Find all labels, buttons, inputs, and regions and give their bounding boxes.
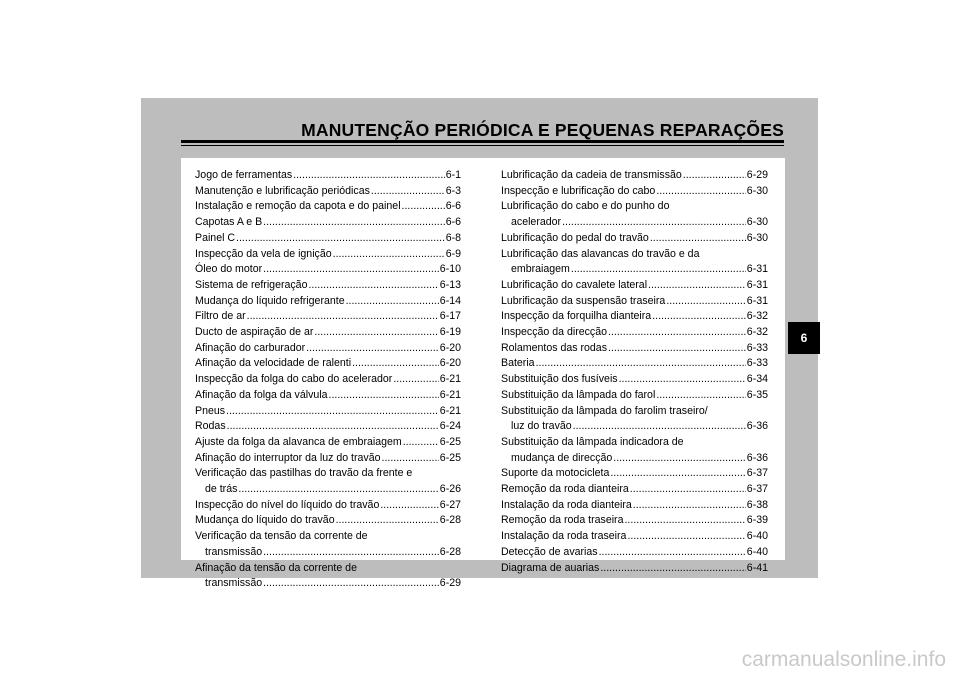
- dot-leader: [613, 451, 746, 467]
- dot-leader: [226, 404, 439, 420]
- toc-entry-title: Inspecção e lubrificação do cabo: [501, 184, 656, 197]
- toc-entry-page: 6-13: [439, 278, 461, 291]
- dot-leader: [652, 309, 746, 325]
- toc-entry-page: 6-21: [439, 404, 461, 417]
- toc-entry[interactable]: [195, 513, 461, 529]
- toc-entry[interactable]: [501, 498, 768, 514]
- toc-entry[interactable]: [195, 168, 461, 184]
- toc-entry-title: Inspecção da vela de ignição: [195, 247, 332, 260]
- toc-entry-title: Instalação da roda dianteira: [501, 498, 632, 511]
- toc-entry[interactable]: [501, 482, 768, 498]
- dot-leader: [227, 419, 439, 435]
- page-title: MANUTENÇÃO PERIÓDICA E PEQUENAS REPARAÇÕES: [301, 120, 784, 140]
- dot-leader: [608, 325, 746, 341]
- toc-entry-title: acelerador: [511, 216, 562, 229]
- toc-entry-title: Verificação da tensão da corrente de: [195, 530, 368, 543]
- toc-entry-page: 6-27: [439, 498, 461, 511]
- toc-column-left: [195, 168, 461, 592]
- toc-entry[interactable]: [195, 404, 461, 420]
- toc-entry-title: Instalação e remoção da capota e do painel: [195, 200, 401, 213]
- toc-entry-title: Lubrificação do cabo e do punho do: [501, 200, 670, 213]
- toc-entry[interactable]: [195, 372, 461, 388]
- toc-entry-title: Inspecção da forquilha dianteira: [501, 310, 652, 323]
- dot-leader: [536, 356, 746, 372]
- toc-entry-title: Remoção da roda dianteira: [501, 483, 629, 496]
- dot-leader: [600, 561, 745, 577]
- toc-entry[interactable]: [501, 325, 768, 341]
- toc-entry-title: Painel C: [195, 231, 236, 244]
- toc-entry-title: Substituição da lâmpada indicadora de: [501, 435, 684, 448]
- toc-entry[interactable]: [501, 168, 768, 184]
- toc-entry-page: 6-28: [439, 545, 461, 558]
- toc-entry[interactable]: [501, 435, 768, 466]
- toc-entry-title: Inspecção da direcção: [501, 326, 608, 339]
- dot-leader: [624, 513, 745, 529]
- dot-leader: [571, 262, 746, 278]
- toc-entry-page: 6-25: [439, 435, 461, 448]
- toc-entry-page: 6-14: [439, 294, 461, 307]
- toc-entry-page: 6-41: [746, 561, 768, 574]
- toc-entry-title: Pneus: [195, 404, 226, 417]
- toc-entry-page: 6-33: [746, 357, 768, 370]
- toc-entry-title: Afinação da velocidade de ralenti: [195, 357, 352, 370]
- watermark: carmanualsonline.info: [741, 648, 946, 671]
- dot-leader: [308, 278, 438, 294]
- toc-entry-title: Óleo do motor: [195, 263, 263, 276]
- toc-entry-page: 6-21: [439, 373, 461, 386]
- dot-leader: [619, 372, 746, 388]
- toc-entry-page: 6-31: [746, 278, 768, 291]
- title-rule-thin: [181, 145, 784, 146]
- toc-entry-title: Lubrificação da suspensão traseira: [501, 294, 666, 307]
- dot-leader: [382, 451, 439, 467]
- dot-leader: [329, 388, 439, 404]
- dot-leader: [247, 309, 439, 325]
- toc-entry-page: 6-1: [445, 169, 461, 181]
- toc-entry[interactable]: [195, 435, 461, 451]
- toc-entry-title: Mudança do líquido do travão: [195, 514, 335, 527]
- chapter-tab[interactable]: 6: [788, 322, 820, 354]
- toc-entry[interactable]: [501, 561, 768, 577]
- dot-leader: [333, 247, 445, 263]
- toc-entry-title: Suporte da motocicleta: [501, 467, 610, 480]
- toc-entry-title: Manutenção e lubrificação periódicas: [195, 184, 370, 197]
- toc-entry-title: Lubrificação do pedal do travão: [501, 231, 649, 244]
- toc-entry[interactable]: [195, 278, 461, 294]
- toc-entry-title: Lubrificação do cavalete lateral: [501, 278, 648, 291]
- dot-leader: [403, 435, 439, 451]
- toc-entry-page: 6-31: [746, 294, 768, 307]
- toc-entry[interactable]: [501, 294, 768, 310]
- toc-entry-title: Ajuste da folga da alavanca de embraiagem: [195, 435, 402, 448]
- toc-entry-title: Diagrama de auarias: [501, 561, 600, 574]
- toc-entry-page: 6-29: [746, 169, 768, 181]
- toc-entry[interactable]: [501, 372, 768, 388]
- toc-entry[interactable]: [195, 529, 461, 560]
- toc-entry-title: de trás: [205, 483, 238, 496]
- toc-entry-page: 6-3: [445, 184, 461, 197]
- toc-entry[interactable]: [501, 309, 768, 325]
- toc-entry[interactable]: [195, 294, 461, 310]
- toc-entry-title: Lubrificação das alavancas do travão e da: [501, 247, 700, 260]
- toc-entry-title: Substituição da lâmpada do farolim traseiro/: [501, 404, 708, 417]
- toc-entry-page: 6-32: [746, 310, 768, 323]
- toc-entry[interactable]: [501, 231, 768, 247]
- toc-entry-title: Substituição dos fusíveis: [501, 373, 618, 386]
- toc-entry-title: Jogo de ferramentas: [195, 169, 293, 181]
- toc-entry-page: 6-31: [746, 263, 768, 276]
- toc-entry-page: 6-10: [439, 263, 461, 276]
- toc-entry[interactable]: [195, 262, 461, 278]
- toc-entry-title: Inspecção do nível do líquido do travão: [195, 498, 380, 511]
- title-rule-thick: [181, 140, 784, 143]
- toc-entry-page: 6-40: [746, 530, 768, 543]
- dot-leader: [380, 498, 438, 514]
- toc-entry[interactable]: [195, 466, 461, 497]
- toc-entry-title: Rodas: [195, 420, 226, 433]
- toc-entry-title: Sistema de refrigeração: [195, 278, 308, 291]
- dot-leader: [346, 294, 439, 310]
- toc-entry[interactable]: [195, 215, 461, 231]
- dot-leader: [573, 419, 746, 435]
- toc-entry-page: 6-20: [439, 357, 461, 370]
- dot-leader: [656, 388, 745, 404]
- dot-leader: [371, 184, 445, 200]
- toc-entry[interactable]: [501, 356, 768, 372]
- dot-leader: [627, 529, 745, 545]
- toc-entry-page: 6-34: [746, 373, 768, 386]
- toc-entry-page: 6-38: [746, 498, 768, 511]
- toc-entry-title: transmissão: [205, 577, 263, 590]
- toc-entry[interactable]: [501, 341, 768, 357]
- dot-leader: [352, 356, 439, 372]
- toc-entry[interactable]: [501, 513, 768, 529]
- toc-entry-page: 6-26: [439, 483, 461, 496]
- toc-box: [181, 158, 785, 590]
- toc-entry-page: 6-32: [746, 326, 768, 339]
- toc-entry-page: 6-39: [746, 514, 768, 527]
- toc-entry[interactable]: [501, 278, 768, 294]
- dot-leader: [293, 168, 445, 184]
- dot-leader: [314, 325, 438, 341]
- toc-entry-title: Capotas A e B: [195, 216, 263, 229]
- toc-entry-page: 6-24: [439, 420, 461, 433]
- toc-entry-page: 6-37: [746, 483, 768, 496]
- dot-leader: [610, 466, 745, 482]
- toc-entry[interactable]: [501, 247, 768, 278]
- toc-entry-page: 6-36: [746, 420, 768, 433]
- toc-entry-title: Mudança do líquido refrigerante: [195, 294, 345, 307]
- toc-entry-title: Afinação do interruptor da luz do travão: [195, 451, 381, 464]
- toc-entry-page: 6-9: [445, 247, 461, 260]
- dot-leader: [263, 576, 439, 592]
- dot-leader: [650, 231, 746, 247]
- manual-page: [141, 98, 818, 590]
- toc-entry-page: 6-30: [746, 231, 768, 244]
- toc-entry[interactable]: [195, 356, 461, 372]
- toc-entry[interactable]: [195, 325, 461, 341]
- toc-entry[interactable]: [195, 231, 461, 247]
- toc-entry-title: Lubrificação da cadeia de transmissão: [501, 169, 682, 181]
- dot-leader: [336, 513, 439, 529]
- toc-entry[interactable]: [195, 309, 461, 325]
- dot-leader: [263, 545, 439, 561]
- dot-leader: [666, 294, 745, 310]
- toc-entry[interactable]: [501, 388, 768, 404]
- toc-entry[interactable]: [195, 184, 461, 200]
- toc-entry-title: Afinação do carburador: [195, 341, 306, 354]
- toc-entry-title: Afinação da tensão da corrente de: [195, 561, 357, 574]
- dot-leader: [402, 199, 445, 215]
- toc-entry[interactable]: [195, 419, 461, 435]
- toc-entry[interactable]: [195, 199, 461, 215]
- toc-entry-page: 6-29: [439, 577, 461, 590]
- toc-entry-title: transmissão: [205, 545, 263, 558]
- toc-entry-page: 6-28: [439, 514, 461, 527]
- toc-entry-page: 6-6: [445, 200, 461, 213]
- toc-entry-page: 6-21: [439, 388, 461, 401]
- toc-entry-title: luz do travão: [511, 420, 572, 433]
- toc-entry[interactable]: [501, 545, 768, 561]
- toc-entry-page: 6-19: [439, 326, 461, 339]
- toc-entry[interactable]: [501, 529, 768, 545]
- toc-entry[interactable]: [501, 404, 768, 435]
- toc-entry-page: 6-8: [445, 231, 461, 244]
- dot-leader: [648, 278, 746, 294]
- toc-entry-title: Instalação da roda traseira: [501, 530, 627, 543]
- toc-entry-page: 6-20: [439, 341, 461, 354]
- dot-leader: [562, 215, 746, 231]
- toc-entry-title: Rolamentos das rodas: [501, 341, 607, 354]
- toc-entry-page: 6-30: [746, 216, 768, 229]
- dot-leader: [263, 262, 439, 278]
- toc-entry[interactable]: [195, 498, 461, 514]
- toc-entry-page: 6-40: [746, 545, 768, 558]
- toc-entry-title: Inspecção da folga do cabo do acelerador: [195, 373, 393, 386]
- toc-entry[interactable]: [501, 466, 768, 482]
- toc-entry-title: Filtro de ar: [195, 310, 246, 323]
- toc-entry-title: Substituição da lâmpada do farol: [501, 388, 656, 401]
- dot-leader: [630, 482, 746, 498]
- toc-column-right: [501, 168, 768, 576]
- dot-leader: [306, 341, 439, 357]
- toc-entry-page: 6-37: [746, 467, 768, 480]
- dot-leader: [683, 168, 746, 184]
- toc-entry-title: mudança de direcção: [511, 451, 613, 464]
- toc-entry-title: Remoção da roda traseira: [501, 514, 624, 527]
- dot-leader: [263, 215, 445, 231]
- toc-entry-page: 6-6: [445, 216, 461, 229]
- toc-entry[interactable]: [501, 199, 768, 230]
- toc-entry-title: Bateria: [501, 357, 535, 370]
- toc-entry-page: 6-17: [439, 310, 461, 323]
- toc-entry-page: 6-35: [746, 388, 768, 401]
- toc-entry[interactable]: [195, 451, 461, 467]
- dot-leader: [599, 545, 746, 561]
- dot-leader: [393, 372, 438, 388]
- toc-entry-title: Verificação das pastilhas do travão da frente e: [195, 467, 413, 480]
- toc-entry[interactable]: [195, 247, 461, 263]
- toc-entry-title: Detecção de avarias: [501, 545, 598, 558]
- dot-leader: [656, 184, 745, 200]
- toc-entry-title: Ducto de aspiração de ar: [195, 326, 314, 339]
- toc-entry-title: embraiagem: [511, 263, 570, 276]
- toc-entry-page: 6-33: [746, 341, 768, 354]
- dot-leader: [238, 482, 438, 498]
- toc-entry[interactable]: [195, 561, 461, 592]
- dot-leader: [633, 498, 746, 514]
- toc-entry-page: 6-30: [746, 184, 768, 197]
- dot-leader: [236, 231, 445, 247]
- toc-entry[interactable]: [501, 184, 768, 200]
- toc-entry-page: 6-25: [439, 451, 461, 464]
- toc-entry[interactable]: [195, 341, 461, 357]
- dot-leader: [608, 341, 746, 357]
- toc-entry[interactable]: [195, 388, 461, 404]
- toc-entry-title: Afinação da folga da válvula: [195, 388, 328, 401]
- toc-entry-page: 6-36: [746, 451, 768, 464]
